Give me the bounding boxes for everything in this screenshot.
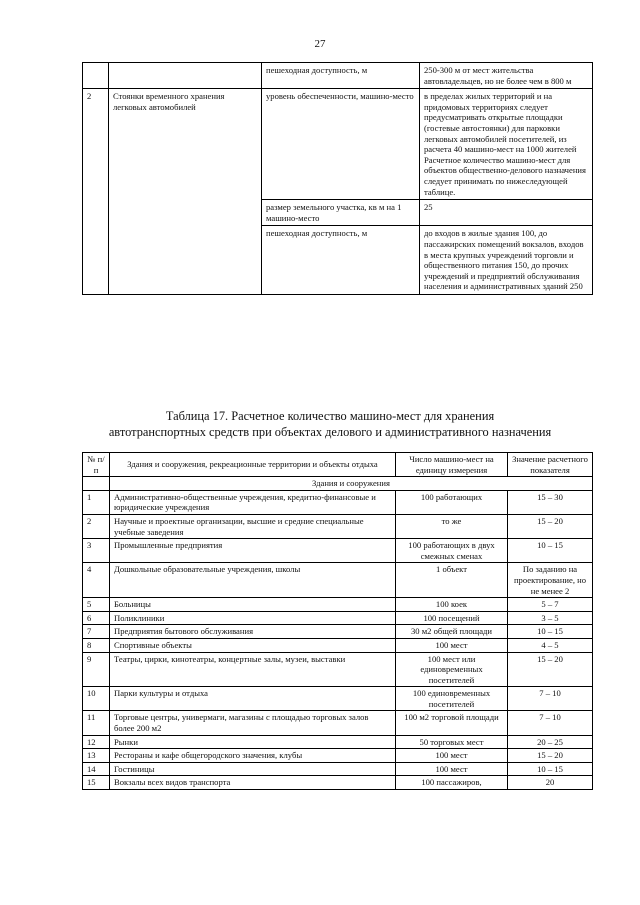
row-number: 1 [83,490,110,514]
row-value: 250-300 м от мест жительства автовладельцев, но не более чем в 800 м [420,63,593,89]
row-object: Предприятия бытового обслуживания [110,625,396,639]
row-number: 2 [83,89,109,295]
row-number: 13 [83,749,110,763]
row-value: 15 – 20 [508,514,593,538]
row-value: до входов в жилые здания 100, до пассажирских помещений вокзалов, входов в места крупных учреждений торговли и общественного питания 150, до прочих учреждений и предприятий обслуживания населения и административных зданий 250 [420,226,593,295]
continued-parking-table [82,62,593,295]
row-unit: 100 коек [396,598,508,612]
row-number [83,63,109,89]
table-row [83,598,593,612]
row-unit: 100 работающих [396,490,508,514]
row-object: Поликлиники [110,611,396,625]
row-number: 4 [83,563,110,598]
row-value: 7 – 10 [508,711,593,735]
row-number: 9 [83,652,110,687]
row-object: Гостиницы [110,762,396,776]
row-value: 7 – 10 [508,687,593,711]
table-row [83,735,593,749]
row-object: Промышленные предприятия [110,539,396,563]
table-header-row [83,453,593,477]
table-row [83,776,593,790]
table-row [83,638,593,652]
row-object: Рынки [110,735,396,749]
section-row [83,477,593,491]
row-object: Административно-общественные учреждения, кредитно-финансовые и юридические учреждения [110,490,396,514]
row-number: 15 [83,776,110,790]
row-unit: 100 единовременных посетителей [396,687,508,711]
table-row [83,611,593,625]
table-row [83,762,593,776]
row-object: Спортивные объекты [110,638,396,652]
row-number: 5 [83,598,110,612]
row-value: 20 – 25 [508,735,593,749]
row-unit: 100 мест [396,749,508,763]
header-objects: Здания и сооружения, рекреационные территории и объекты отдыха [110,453,396,477]
row-value: 20 [508,776,593,790]
section-title: Здания и сооружения [110,477,593,491]
row-number: 11 [83,711,110,735]
row-value: 3 – 5 [508,611,593,625]
row-unit: 100 мест [396,638,508,652]
table-17-title-line-1: Таблица 17. Расчетное количество машино-мест для хранения [165,409,495,423]
row-number: 10 [83,687,110,711]
row-value: 10 – 15 [508,539,593,563]
row-value: 4 – 5 [508,638,593,652]
table-row [83,490,593,514]
row-object: Научные и проектные организации, высшие и средние специальные учебные заведения [110,514,396,538]
row-object: Дошкольные образовательные учреждения, школы [110,563,396,598]
page-number: 27 [314,38,326,50]
row-object: Торговые центры, универмаги, магазины с площадью торговых залов более 200 м2 [110,711,396,735]
table-row [83,539,593,563]
row-value: 5 – 7 [508,598,593,612]
row-value: 10 – 15 [508,625,593,639]
row-unit: 1 объект [396,563,508,598]
row-indicator: размер земельного участка, кв м на 1 машино-место [262,200,420,226]
row-unit: 100 посещений [396,611,508,625]
row-number: 3 [83,539,110,563]
table-row [83,514,593,538]
row-unit: 100 мест [396,762,508,776]
parking-spaces-table [82,452,593,790]
row-unit: 30 м2 общей площади [396,625,508,639]
row-indicator: пешеходная доступность, м [262,63,420,89]
table-row [83,625,593,639]
row-object: Стоянки временного хранения легковых автомобилей [109,89,262,295]
table-row [83,89,593,200]
row-unit: 100 мест или единовременных посетителей [396,652,508,687]
table-row [83,63,593,89]
row-number: 6 [83,611,110,625]
row-indicator: уровень обеспеченности, машино-место [262,89,420,200]
row-object: Вокзалы всех видов транспорта [110,776,396,790]
row-object: Рестораны и кафе общегородского значения, клубы [110,749,396,763]
row-value: 25 [420,200,593,226]
row-number: 14 [83,762,110,776]
row-number: 2 [83,514,110,538]
row-value: 15 – 20 [508,652,593,687]
row-unit: 100 работающих в двух смежных сменах [396,539,508,563]
row-value: 15 – 20 [508,749,593,763]
header-value: Значение расчетного показателя [508,453,593,477]
row-value: 10 – 15 [508,762,593,776]
row-object: Парки культуры и отдыха [110,687,396,711]
row-indicator: пешеходная доступность, м [262,226,420,295]
table-row [83,563,593,598]
header-unit: Число машино-мест на единицу измерения [396,453,508,477]
table-row [83,652,593,687]
row-number: 12 [83,735,110,749]
table-row [83,711,593,735]
table-17-title [60,408,600,440]
row-object: Больницы [110,598,396,612]
row-unit: то же [396,514,508,538]
table-row [83,687,593,711]
table-row [83,749,593,763]
row-number: 7 [83,625,110,639]
row-unit: 50 торговых мест [396,735,508,749]
row-object [109,63,262,89]
table-17-title-line-2: автотранспортных средств при объектах делового и административного назначения [108,425,552,439]
row-value: По заданию на проектирование, но не менее 2 [508,563,593,598]
row-object: Театры, цирки, кинотеатры, концертные залы, музеи, выставки [110,652,396,687]
header-number: № п/п [83,453,110,477]
row-value: в пределах жилых территорий и на придомовых территориях следует предусматривать открытые площадки (гостевые автостоянки) для парковки легковых автомобилей посетителей, из расчета 40 машино-мест на 1000 жителей Расчетное количество машино-мест для объектов общественно-делового назначения следует принимать по нижеследующей таблице. [420,89,593,200]
row-number: 8 [83,638,110,652]
row-unit: 100 м2 торговой площади [396,711,508,735]
row-value: 15 – 30 [508,490,593,514]
row-unit: 100 пассажиров, [396,776,508,790]
